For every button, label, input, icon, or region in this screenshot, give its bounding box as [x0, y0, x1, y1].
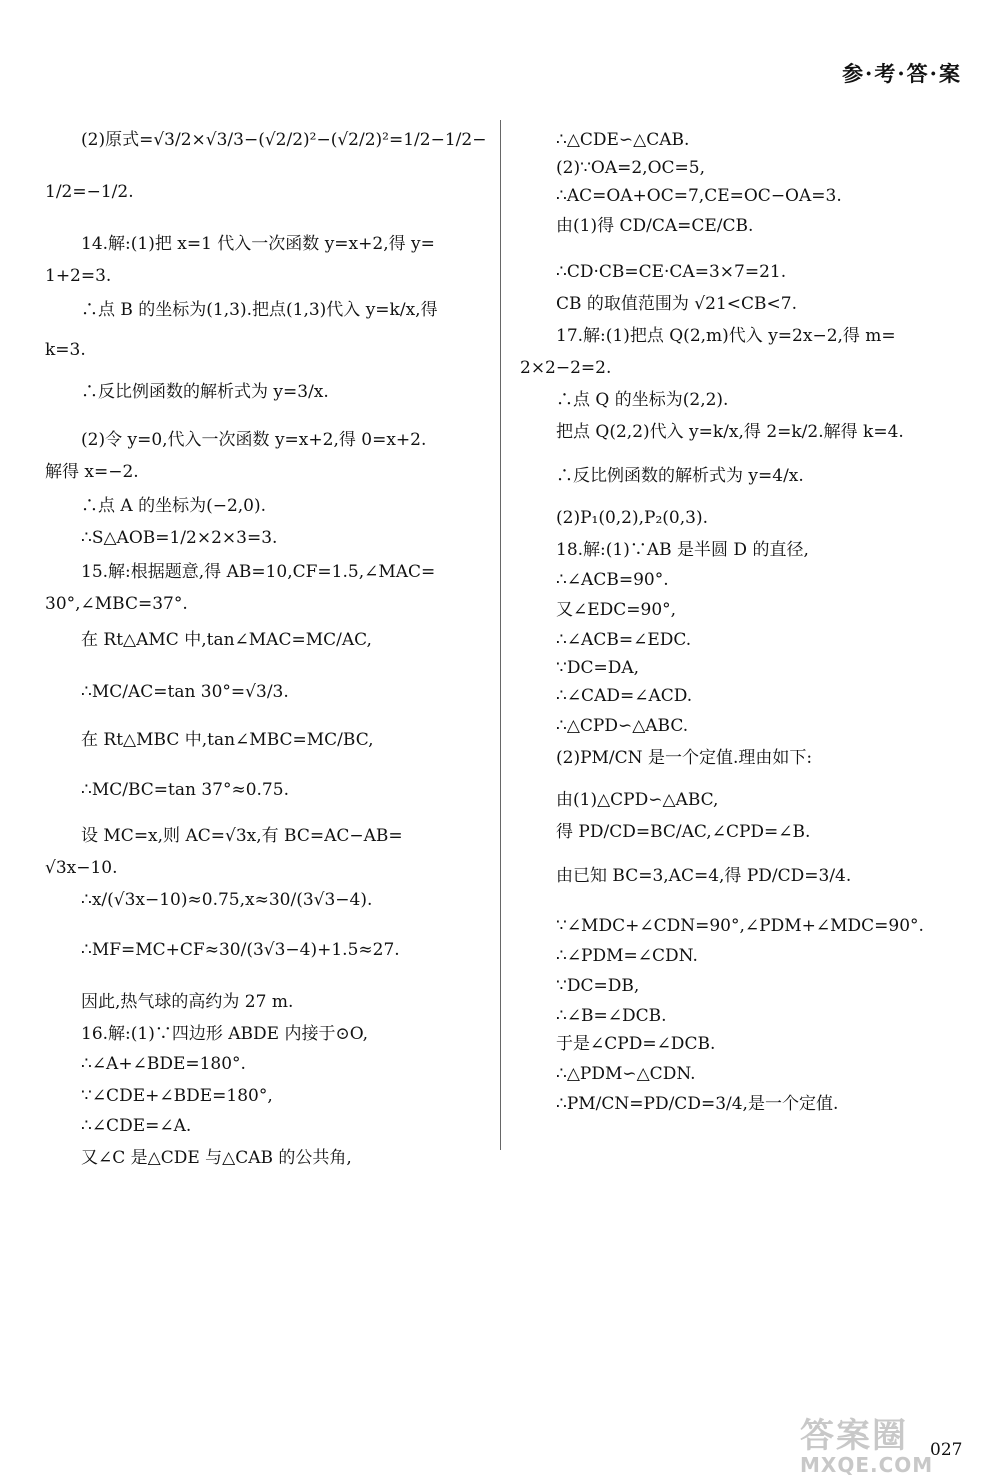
- left-line: ∴MC/AC=tan 30°=√3/3.: [81, 682, 289, 702]
- left-line: 又∠C 是△CDE 与△CAB 的公共角,: [81, 1148, 352, 1168]
- left-line: 1+2=3.: [45, 266, 112, 286]
- right-line: (2)P₁(0,2),P₂(0,3).: [556, 508, 708, 528]
- right-line: 把点 Q(2,2)代入 y=k/x,得 2=k/2.解得 k=4.: [556, 422, 904, 442]
- right-line: ∴∠CAD=∠ACD.: [556, 686, 693, 706]
- left-line: ∴S△AOB=1/2×2×3=3.: [81, 528, 278, 548]
- left-line: ∴MF=MC+CF≈30/(3√3−4)+1.5≈27.: [81, 940, 400, 960]
- left-line: ∴MC/BC=tan 37°≈0.75.: [81, 780, 289, 800]
- right-line: 又∠EDC=90°,: [556, 600, 677, 620]
- left-line: ∴∠CDE=∠A.: [81, 1116, 192, 1136]
- right-line: ∴△CPD∽△ABC.: [556, 716, 689, 736]
- right-line: ∴△CDE∽△CAB.: [556, 130, 690, 150]
- watermark-logo: 答案圈 MXQE.COM: [800, 1416, 934, 1477]
- left-line: k=3.: [45, 340, 86, 360]
- column-divider: [500, 120, 501, 1150]
- left-line: 解得 x=−2.: [45, 462, 139, 482]
- right-line: 17.解:(1)把点 Q(2,m)代入 y=2x−2,得 m=: [556, 326, 896, 346]
- right-line: ∴点 Q 的坐标为(2,2).: [556, 390, 729, 410]
- right-line: ∴CD·CB=CE·CA=3×7=21.: [556, 262, 787, 282]
- right-line: (2)∵OA=2,OC=5,: [556, 158, 705, 178]
- right-line: CB 的取值范围为 √21<CB<7.: [556, 294, 797, 314]
- left-line: ∴∠A+∠BDE=180°.: [81, 1054, 246, 1074]
- right-line: ∴PM/CN=PD/CD=3/4,是一个定值.: [556, 1094, 839, 1114]
- right-line: ∵∠MDC+∠CDN=90°,∠PDM+∠MDC=90°.: [556, 916, 924, 936]
- left-line: ∴点 A 的坐标为(−2,0).: [81, 496, 267, 516]
- right-line: ∵DC=DB,: [556, 976, 640, 996]
- right-line: (2)PM/CN 是一个定值.理由如下:: [556, 748, 813, 768]
- right-line: 由已知 BC=3,AC=4,得 PD/CD=3/4.: [556, 866, 852, 886]
- right-line: ∴∠PDM=∠CDN.: [556, 946, 698, 966]
- header-title: 参·考·答·案: [842, 61, 962, 86]
- left-line: (2)原式=√3/2×√3/3−(√2/2)²−(√2/2)²=1/2−1/2−: [81, 130, 487, 150]
- left-line: 在 Rt△MBC 中,tan∠MBC=MC/BC,: [81, 730, 374, 750]
- left-line: 1/2=−1/2.: [45, 182, 134, 202]
- left-line: 15.解:根据题意,得 AB=10,CF=1.5,∠MAC=: [81, 562, 436, 582]
- left-line: ∴点 B 的坐标为(1,3).把点(1,3)代入 y=k/x,得: [81, 300, 438, 320]
- right-line: ∴反比例函数的解析式为 y=4/x.: [556, 466, 804, 486]
- left-line: ∴x/(√3x−10)≈0.75,x≈30/(3√3−4).: [81, 890, 373, 910]
- left-line: 在 Rt△AMC 中,tan∠MAC=MC/AC,: [81, 630, 372, 650]
- left-line: √3x−10.: [45, 858, 118, 878]
- right-line: 由(1)△CPD∽△ABC,: [556, 790, 719, 810]
- right-line: ∴△PDM∽△CDN.: [556, 1064, 696, 1084]
- right-line: ∵DC=DA,: [556, 658, 640, 678]
- left-line: (2)令 y=0,代入一次函数 y=x+2,得 0=x+2.: [81, 430, 427, 450]
- left-line: 14.解:(1)把 x=1 代入一次函数 y=x+2,得 y=: [81, 234, 435, 254]
- left-line: 16.解:(1)∵四边形 ABDE 内接于⊙O,: [81, 1024, 369, 1044]
- right-line: ∴∠ACB=∠EDC.: [556, 630, 692, 650]
- right-line: 由(1)得 CD/CA=CE/CB.: [556, 216, 754, 236]
- left-line: ∴反比例函数的解析式为 y=3/x.: [81, 382, 329, 402]
- right-line: 得 PD/CD=BC/AC,∠CPD=∠B.: [556, 822, 811, 842]
- right-line: ∴AC=OA+OC=7,CE=OC−OA=3.: [556, 186, 842, 206]
- right-line: ∴∠B=∠DCB.: [556, 1006, 667, 1026]
- right-line: 于是∠CPD=∠DCB.: [556, 1034, 716, 1054]
- page-number: 027: [930, 1440, 963, 1460]
- right-line: 2×2−2=2.: [520, 358, 612, 378]
- left-line: 30°,∠MBC=37°.: [45, 594, 188, 614]
- left-line: ∵∠CDE+∠BDE=180°,: [81, 1086, 273, 1106]
- left-line: 设 MC=x,则 AC=√3x,有 BC=AC−AB=: [81, 826, 403, 846]
- left-line: 因此,热气球的高约为 27 m.: [81, 992, 294, 1012]
- right-line: 18.解:(1)∵AB 是半圆 D 的直径,: [556, 540, 809, 560]
- right-line: ∴∠ACB=90°.: [556, 570, 669, 590]
